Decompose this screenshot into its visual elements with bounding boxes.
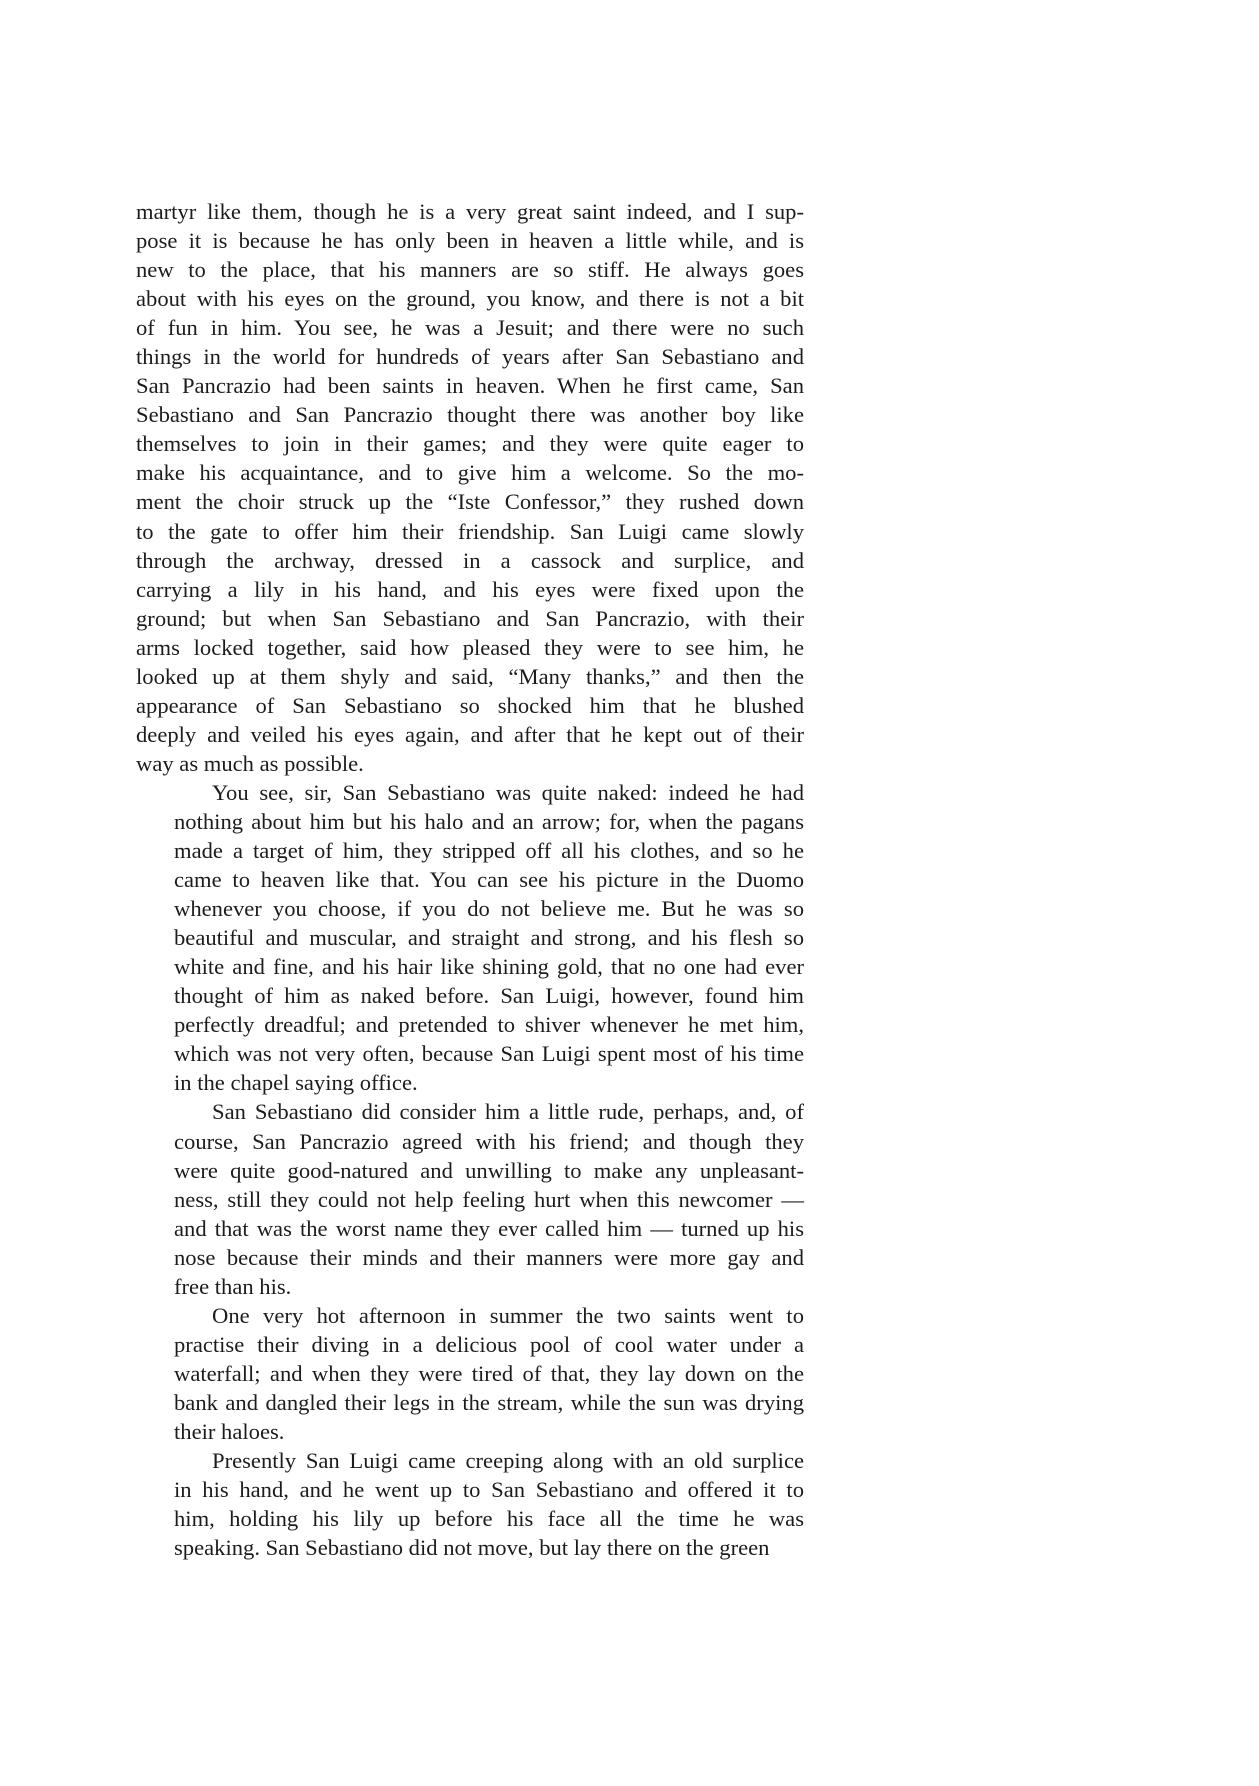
text-line: You see, sir, San Sebastiano was quite naked: indeed he had (212, 779, 804, 805)
text-line: nose because their minds and their manners were more gay and (174, 1244, 804, 1270)
text-line: ness, still they could not help feeling hurt when this newcomer — (174, 1186, 804, 1212)
text-line: arms locked together, said how pleased they were to see him, he (136, 634, 804, 660)
text-line: waterfall; and when they were tired of that, they lay down on the (174, 1360, 804, 1386)
text-line: make his acquaintance, and to give him a welcome. So the mo- (136, 460, 804, 486)
text-line: in his hand, and he went up to San Sebastiano and offered it to (174, 1477, 804, 1503)
page-text (136, 197, 804, 1562)
text-line: way as much as possible. (136, 750, 364, 776)
text-line: themselves to join in their games; and they were quite eager to (136, 431, 804, 457)
text-line: appearance of San Sebastiano so shocked him that he blushed (136, 692, 804, 718)
paragraph (136, 778, 804, 1098)
text-line: One very hot afternoon in summer the two saints went to (212, 1302, 804, 1328)
text-line: ment the choir struck up the “Iste Confessor,” they rushed down (136, 489, 804, 515)
text-line: and that was the worst name they ever called him — turned up his (174, 1215, 804, 1241)
paragraph (136, 1301, 804, 1446)
text-line: him, holding his lily up before his face all the time he was (174, 1506, 804, 1532)
text-line: made a target of him, they stripped off all his clothes, and so he (174, 838, 804, 864)
paragraph (136, 1097, 804, 1300)
text-line: of fun in him. You see, he was a Jesuit; and there were no such (136, 315, 804, 341)
text-line: were quite good-natured and unwilling to make any unpleasant- (174, 1157, 804, 1183)
text-line: to the gate to offer him their friendship. San Luigi came slowly (136, 518, 804, 544)
text-line: pose it is because he has only been in heaven a little while, and is (136, 228, 804, 254)
text-line: speaking. San Sebastiano did not move, but lay there on the green (174, 1535, 770, 1561)
text-line: came to heaven like that. You can see his picture in the Duomo (174, 867, 804, 893)
paragraph (136, 197, 804, 778)
text-line: ground; but when San Sebastiano and San Pancrazio, with their (136, 605, 804, 631)
text-line: nothing about him but his halo and an arrow; for, when the pagans (174, 808, 804, 834)
text-line: their haloes. (174, 1418, 285, 1444)
text-line: in the chapel saying office. (174, 1070, 418, 1096)
text-line: martyr like them, though he is a very great saint indeed, and I sup- (136, 199, 804, 224)
text-line: Presently San Luigi came creeping along with an old surplice (212, 1448, 804, 1474)
text-line: deeply and veiled his eyes again, and after that he kept out of their (136, 721, 804, 747)
text-line: white and fine, and his hair like shining gold, that no one had ever (174, 954, 804, 980)
paragraph (136, 1446, 804, 1562)
text-line: about with his eyes on the ground, you know, and there is not a bit (136, 286, 804, 312)
text-line: bank and dangled their legs in the stream, while the sun was drying (174, 1389, 804, 1415)
text-line: San Sebastiano did consider him a little rude, perhaps, and, of (212, 1099, 804, 1125)
text-line: practise their diving in a delicious pool of cool water under a (174, 1331, 804, 1357)
text-line: things in the world for hundreds of years after San Sebastiano and (136, 344, 804, 370)
text-line: looked up at them shyly and said, “Many thanks,” and then the (136, 663, 804, 689)
text-line: course, San Pancrazio agreed with his friend; and though they (174, 1128, 804, 1154)
text-line: perfectly dreadful; and pretended to shiver whenever he met him, (174, 1012, 804, 1038)
text-line: thought of him as naked before. San Luigi, however, found him (174, 983, 804, 1009)
book-page (136, 0, 804, 1786)
text-line: free than his. (174, 1273, 292, 1299)
text-line: carrying a lily in his hand, and his eyes were fixed upon the (136, 576, 804, 602)
text-line: through the archway, dressed in a cassock and surplice, and (136, 547, 804, 573)
text-line: new to the place, that his manners are so stiff. He always goes (136, 257, 804, 283)
text-line: beautiful and muscular, and straight and strong, and his flesh so (174, 925, 804, 951)
text-line: which was not very often, because San Luigi spent most of his time (174, 1041, 804, 1067)
text-line: Sebastiano and San Pancrazio thought there was another boy like (136, 402, 804, 428)
text-line: San Pancrazio had been saints in heaven. When he first came, San (136, 373, 804, 399)
text-line: whenever you choose, if you do not believe me. But he was so (174, 896, 804, 922)
